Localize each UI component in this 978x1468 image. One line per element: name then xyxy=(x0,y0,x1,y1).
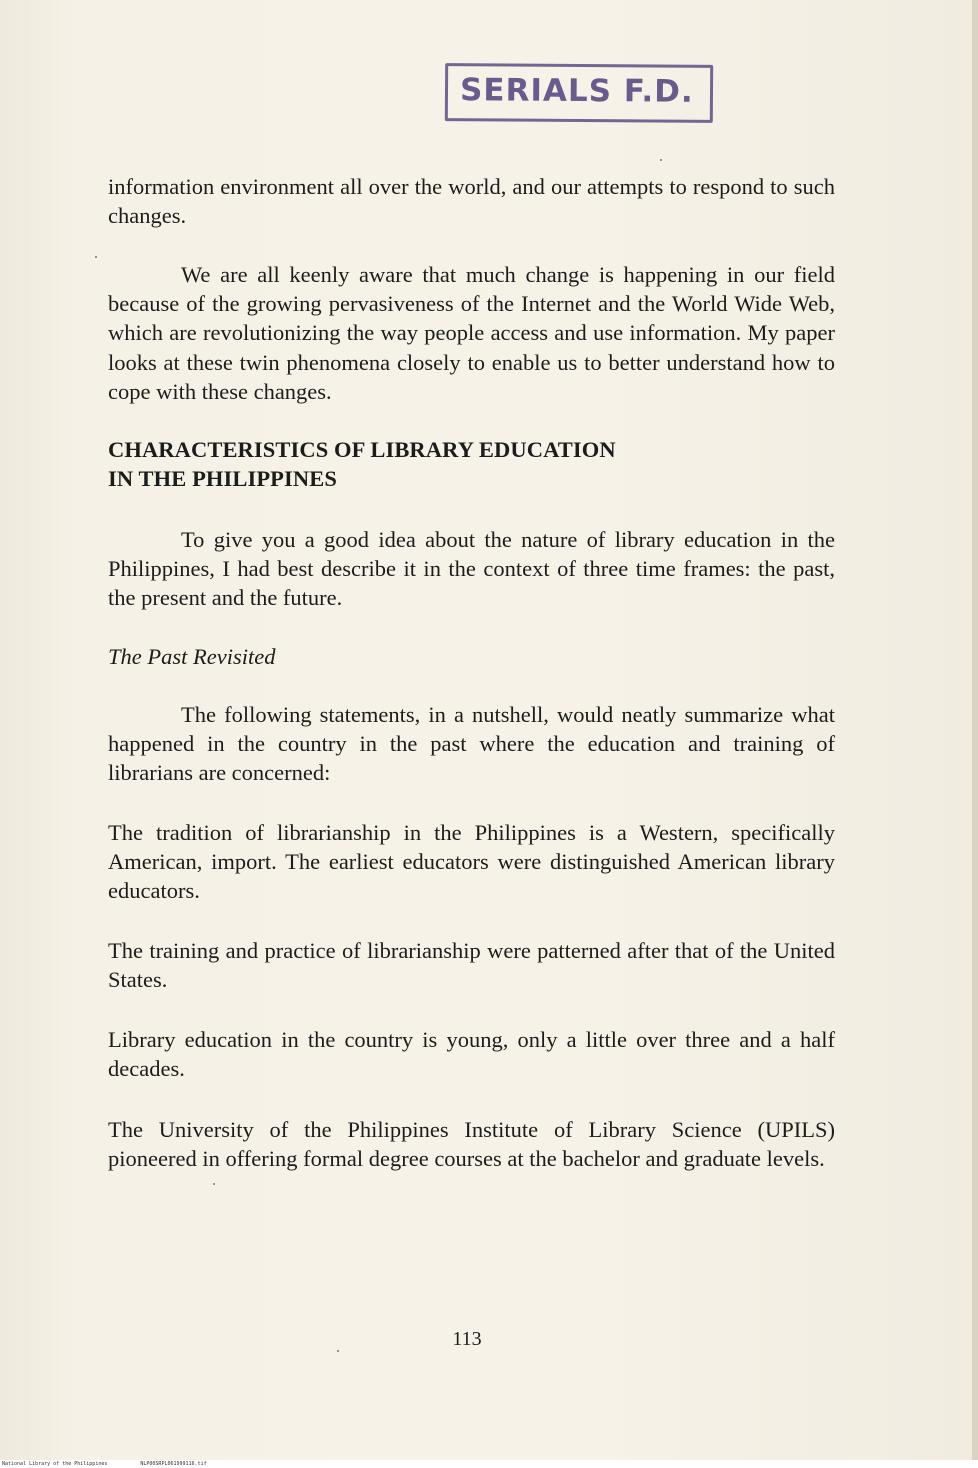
statement-us-pattern: The training and practice of librarianship were patterned after that of the United States. xyxy=(108,938,835,993)
page-edge-shadow xyxy=(972,0,978,1460)
section-heading-line-1: CHARACTERISTICS OF LIBRARY EDUCATION xyxy=(108,437,616,462)
section-heading xyxy=(108,435,835,493)
footer-source: National Library of the Philippines xyxy=(2,1461,108,1467)
subheading-past-revisited: The Past Revisited xyxy=(108,644,276,669)
page-number: 113 xyxy=(452,1328,482,1350)
statement-upils: The University of the Philippines Institute of Library Science (UPILS) pioneered in offering formal degree courses at the bachelor and graduate levels. xyxy=(108,1117,835,1172)
paper-speck xyxy=(213,1183,215,1185)
statement-western-tradition: The tradition of librarianship in the Philippines is a Western, specifically American, import. The earliest educators were distinguished American library educators. xyxy=(108,820,835,904)
scan-footer xyxy=(0,1460,978,1468)
paragraph-time-frames: To give you a good idea about the nature of library education in the Philippines, I had best describe it in the context of three time frames: the past, the present and the future. xyxy=(108,527,835,611)
paper-speck xyxy=(337,1350,339,1352)
stamp-text: SERIALS F.D. xyxy=(459,72,694,110)
section-heading-line-2: IN THE PHILIPPINES xyxy=(108,466,337,491)
paragraph-internet: We are all keenly aware that much change is happening in our field because of the growing pervasiveness of the Internet and the World Wide Web, which are revolutionizing the way people access and use information. My paper looks at these twin phenomena closely to enable us to better understand how to cope with these changes. xyxy=(108,262,835,404)
paragraph-continuation: information environment all over the world, and our attempts to respond to such changes. xyxy=(108,174,835,229)
footer-file: NLP00SRPL061999116.tif xyxy=(140,1461,207,1467)
paper-speck xyxy=(660,159,662,161)
statement-young-education: Library education in the country is young, only a little over three and a half decades. xyxy=(108,1027,835,1082)
serials-stamp xyxy=(445,63,713,123)
paragraph-summary-intro: The following statements, in a nutshell, would neatly summarize what happened in the country in the past where the education and training of librarians are concerned: xyxy=(108,702,835,786)
paper-speck xyxy=(95,256,97,258)
